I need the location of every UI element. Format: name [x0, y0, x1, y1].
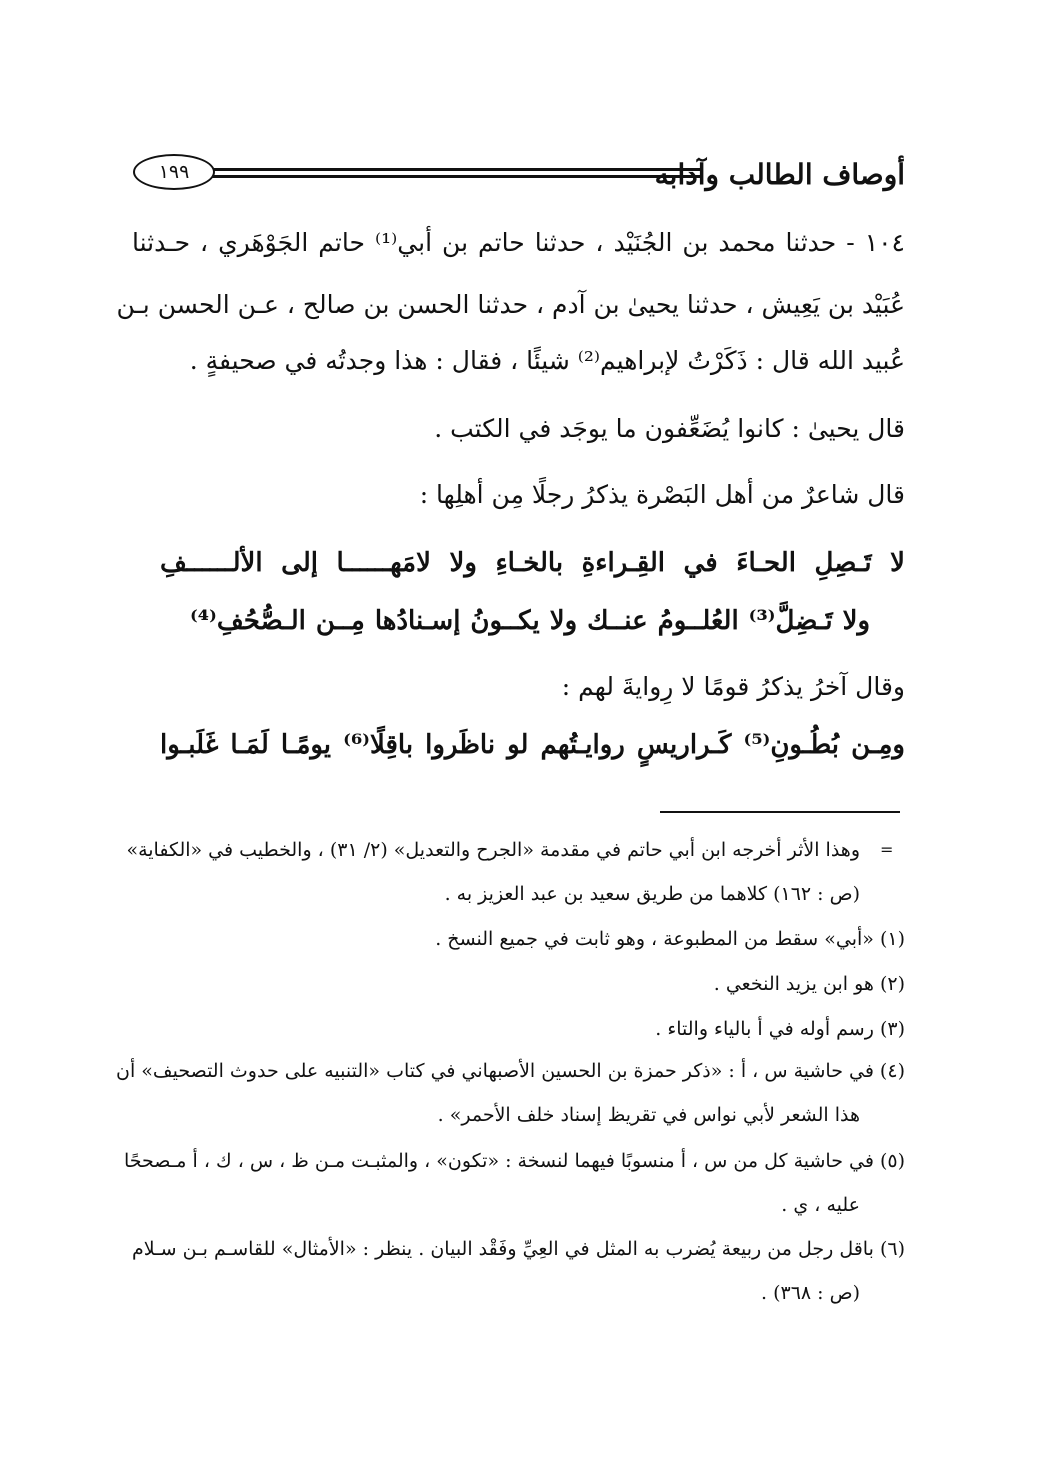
body-line: وقال آخرُ يذكرُ قومًا لا رِوايةَ لهم : [561, 672, 905, 701]
footnote-line: (ص : ٣٦٨) . [761, 1282, 860, 1304]
body-line: قال شاعرٌ من أهل البَصْرة يذكرُ رجلًا مِن أهلِها : [419, 480, 905, 509]
verse-line: ومِـن بُطُـونِ⁽⁵⁾ كَـراريسٍ روايـتُهم لو ناظَروا باقِلًا⁽⁶⁾ يومًـا لَمَـا غَلَبـوا [160, 730, 905, 760]
footnote-line: (١) «أبي» سقط من المطبوعة ، وهو ثابت في جميع النسخ . [435, 928, 905, 950]
body-line: قال يحيىٰ : كانوا يُضَعِّفون ما يوجَد في الكتب . [434, 414, 905, 443]
footnote-line: عليه ، ي . [781, 1194, 860, 1216]
verse-line: ولا تَـضِلَّ⁽³⁾ العُلــومُ عنــك ولا يكــونُ إسـنادُها مِــن الـصُّحُفِ⁽⁴⁾ [190, 606, 871, 636]
footnote-line: (٤) في حاشية س ، أ : «ذكر حمزة بن الحسين الأصبهاني في كتاب «التنبيه على حدوث التصحيف» أن [116, 1060, 905, 1082]
footnote-line: (٣) رسم أوله في أ بالياء والتاء . [655, 1018, 905, 1040]
body-line: ١٠٤ - حدثنا محمد بن الجُنَيْد ، حدثنا حاتم بن أبي⁽¹⁾ حاتم الجَوْهَري ، حـدثنا [132, 228, 905, 257]
footnote-line: وهذا الأثر أخرجه ابن أبي حاتم في مقدمة «الجرح والتعديل» (٢/ ٣١) ، والخطيب في «الكفاية» [126, 839, 860, 861]
body-line: عُبيد الله قال : ذَكَرْتُ لإبراهيم⁽²⁾ شيئًا ، فقال : هذا وجدتُه في صحيفةٍ . [189, 346, 905, 375]
footnote-continuation-mark: = [880, 840, 894, 859]
footnote-line: هذا الشعر لأبي نواس في تقريظ إسناد خلف الأحمر» . [437, 1104, 860, 1126]
verse-line: لا تَـصِلِ الحـاءَ في القِـراءةِ بالخـاءِ ولا لامَهــــــا إلى الألــــــفِ [160, 548, 905, 578]
body-line: عُبَيْد بن يَعِيش ، حدثنا يحيىٰ بن آدم ، حدثنا الحسن بن صالح ، عـن الحسن بـن [116, 290, 905, 319]
footnote-line: (٢) هو ابن يزيد النخعي . [713, 973, 905, 995]
footnote-separator [660, 811, 900, 813]
footnote-line: (ص : ١٦٢) كلاهما من طريق سعيد بن عبد العزيز به . [444, 883, 860, 905]
running-title: أوصاف الطالب وآدابه [654, 158, 905, 191]
footnote-line: (٥) في حاشية كل من س ، أ منسوبًا فيهما لنسخة : «تكون» ، والمثبـت مـن ظ ، س ، ك ، أ مـصححًا [123, 1150, 905, 1172]
page-number-badge: ١٩٩ [133, 154, 215, 190]
footnote-line: (٦) باقل رجل من ربيعة يُضرب به المثل في العِيِّ وفَقْد البيان . ينظر : «الأمثال» للقاسـم بـن سـلام [132, 1238, 905, 1260]
page-header [125, 150, 905, 200]
header-double-rule [207, 168, 703, 178]
